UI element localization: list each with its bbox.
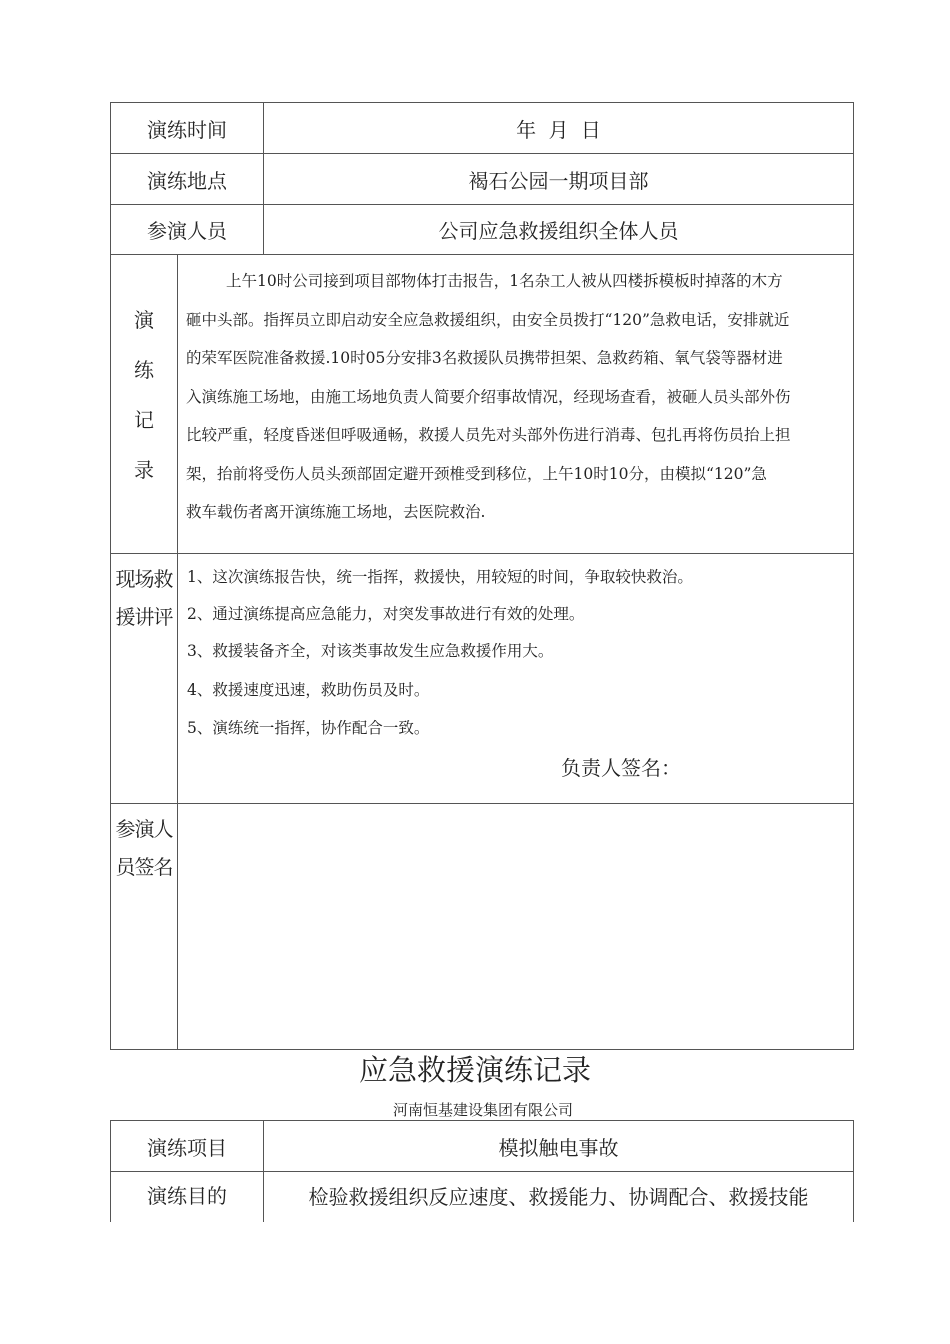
review-item: 3、救援装备齐全，对该类事故发生应急救援作用大。: [187, 642, 554, 660]
record-label-char: 练: [134, 358, 154, 382]
review-label-line: 现场救: [115, 567, 173, 591]
value-drill-project: 模拟触电事故: [498, 1135, 619, 1160]
review-item: 4、救援速度迅速，救助伤员及时。: [187, 681, 430, 699]
label-participants: 参演人员: [147, 219, 227, 243]
record-line: 的荣军医院准备救援.10时05分安排3名救援队员携带担架、急救药箱、氧气袋等器材进: [186, 349, 783, 367]
value-drill-time: 年 月 日: [516, 117, 601, 142]
page-title: 应急救援演练记录: [358, 1053, 591, 1087]
value-participants: 公司应急救援组织全体人员: [438, 219, 679, 243]
label-drill-time: 演练时间: [147, 117, 227, 142]
record-label-char: 演: [134, 308, 154, 332]
record-label-char: 记: [134, 408, 154, 432]
label-drill-record: [111, 295, 177, 495]
review-item: 2、通过演练提高应急能力，对突发事故进行有效的处理。: [187, 605, 585, 623]
signatures-label-line: 参演人: [115, 817, 173, 841]
label-onsite-review: [111, 560, 177, 636]
value-drill-purpose: 检验救援组织反应速度、救援能力、协调配合、救援技能: [308, 1184, 809, 1209]
value-drill-place: 褐石公园一期项目部: [468, 168, 649, 193]
record-line: 入演练施工场地，由施工场地负责人简要介绍事故情况，经现场查看，被砸人员头部外伤: [186, 387, 791, 406]
label-drill-place: 演练地点: [147, 168, 227, 193]
signatures-label-line: 员签名: [115, 855, 173, 879]
company-name: 河南恒基建设集团有限公司: [392, 1101, 573, 1119]
record-line: 架，抬前将受伤人员头颈部固定避开颈椎受到移位，上午10时10分，由模拟“120”急: [186, 464, 767, 483]
record-label-char: 录: [134, 458, 154, 482]
label-participant-signatures: [111, 810, 177, 886]
label-drill-project: 演练项目: [147, 1135, 227, 1160]
review-item: 5、演练统一指挥，协作配合一致。: [187, 719, 430, 737]
record-line: 比较严重，轻度昏迷但呼吸通畅，救援人员先对头部外伤进行消毒、包扎再将伤员抬上担: [186, 426, 791, 444]
record-line: 上午10时公司接到项目部物体打击报告，1名杂工人被从四楼拆模板时掉落的木方: [226, 272, 783, 290]
responsible-signature-label: 负责人签名：: [561, 756, 681, 780]
label-drill-purpose: 演练目的: [147, 1183, 227, 1208]
review-item: 1、这次演练报告快，统一指挥，救援快，用较短的时间，争取较快救治。: [187, 568, 693, 586]
review-label-line: 援讲评: [115, 605, 173, 629]
record-line: 救车载伤者离开演练施工场地，去医院救治.: [186, 503, 486, 521]
record-line: 砸中头部。指挥员立即启动安全应急救援组织，由安全员拨打“120”急救电话，安排就近: [186, 310, 790, 329]
